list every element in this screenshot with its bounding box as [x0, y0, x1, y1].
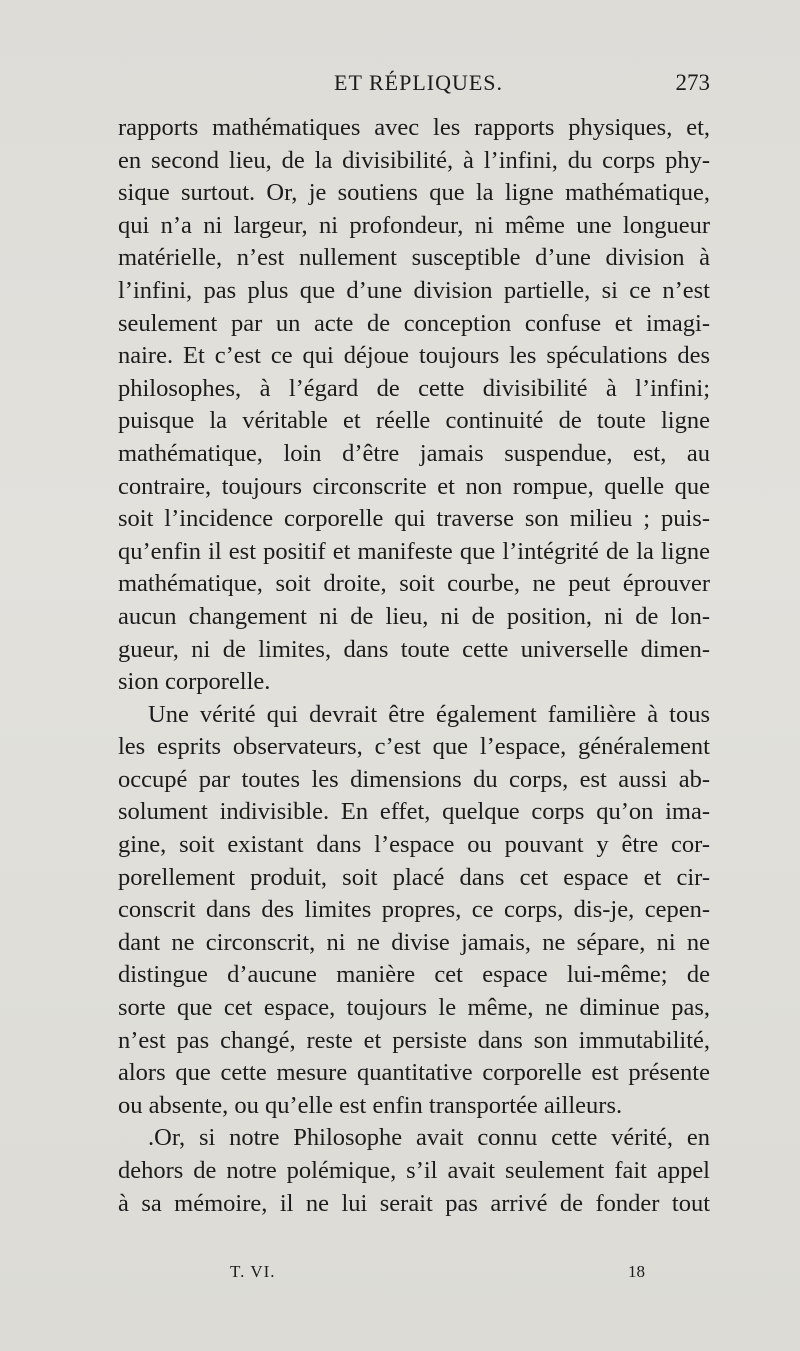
text-line: matérielle, n’est nullement susceptible d’une division à [118, 244, 710, 272]
text-line: sion corporelle. [118, 668, 271, 696]
text-line: mathématique, loin d’être jamais suspendue, est, au [118, 439, 710, 467]
text-line: contraire, toujours circonscrite et non rompue, quelle que [118, 472, 710, 500]
text-line: en second lieu, de la divisibilité, à l’infini, du corps phy- [118, 146, 710, 174]
text-line: sorte que cet espace, toujours le même, ne diminue pas, [118, 994, 710, 1022]
text-line: seulement par un acte de conception confuse et imagi- [118, 309, 710, 337]
text-line: qui n’a ni largeur, ni profondeur, ni même une longueur [118, 211, 710, 239]
text-line: solument indivisible. En effet, quelque corps qu’on ima- [118, 798, 710, 826]
body-text [118, 112, 710, 1220]
text-line: gueur, ni de limites, dans toute cette universelle dimen- [118, 635, 710, 663]
text-line: conscrit dans des limites propres, ce corps, dis-je, cepen- [118, 896, 710, 924]
text-line: puisque la véritable et réelle continuité de toute ligne [118, 407, 710, 435]
signature-mark: 18 [628, 1262, 645, 1281]
text-line: les esprits observateurs, c’est que l’espace, généralement [118, 733, 710, 761]
page-header [118, 70, 710, 104]
text-line: occupé par toutes les dimensions du corps, est aussi ab- [118, 765, 710, 793]
text-line: gine, soit existant dans l’espace ou pouvant y être cor- [118, 831, 710, 859]
page-footer [118, 1262, 710, 1290]
text-line: dehors de notre polémique, s’il avait seulement fait appel [118, 1157, 710, 1184]
text-line: à sa mémoire, il ne lui serait pas arrivé de fonder tout [118, 1189, 710, 1217]
text-line: naire. Et c’est ce qui déjoue toujours les spéculations des [118, 342, 710, 370]
text-line: .Or, si notre Philosophe avait connu cette vérité, en [148, 1124, 710, 1152]
text-line: soit l’incidence corporelle qui traverse son milieu ; puis- [118, 505, 710, 533]
text-line: dant ne circonscrit, ni ne divise jamais, ne sépare, ni ne [118, 928, 710, 956]
text-line: ou absente, ou qu’elle est enfin transportée ailleurs. [118, 1091, 623, 1119]
text-line: sique surtout. Or, je soutiens que la ligne mathématique, [118, 179, 710, 207]
page-number: 273 [675, 70, 710, 95]
text-line: n’est pas changé, reste et persiste dans son immutabilité, [118, 1026, 710, 1054]
text-line: rapports mathématiques avec les rapports physiques, et, [118, 114, 710, 141]
text-line: qu’enfin il est positif et manifeste que l’intégrité de la ligne [118, 537, 710, 565]
text-line: philosophes, à l’égard de cette divisibilité à l’infini; [118, 374, 710, 402]
text-line: alors que cette mesure quantitative corporelle est présente [118, 1059, 710, 1087]
text-line: l’infini, pas plus que d’une division partielle, si ce n’est [118, 276, 710, 304]
text-line: Une vérité qui devrait être également familière à tous [148, 700, 710, 728]
running-head: ET RÉPLIQUES. [334, 70, 504, 95]
text-line: aucun changement ni de lieu, ni de position, ni de lon- [118, 602, 710, 630]
volume-mark: T. VI. [230, 1262, 276, 1281]
text-line: porellement produit, soit placé dans cet espace et cir- [118, 863, 710, 891]
text-line: mathématique, soit droite, soit courbe, ne peut éprouver [118, 570, 710, 598]
text-line: distingue d’aucune manière cet espace lui-même; de [118, 961, 710, 989]
